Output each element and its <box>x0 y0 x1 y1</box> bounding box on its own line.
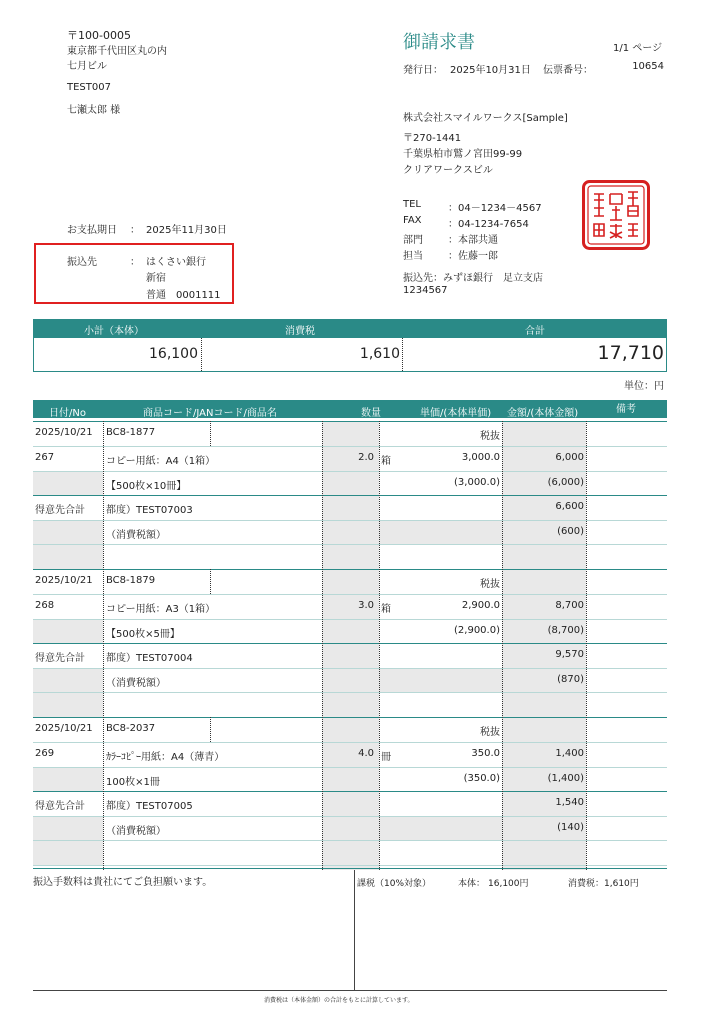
col-divider <box>210 421 211 446</box>
bank-label: 振込先 <box>67 257 97 268</box>
row-shade <box>33 692 103 717</box>
row-separator <box>33 421 667 422</box>
th-amount: 金額/(本体金額) <box>507 408 579 419</box>
company-seal <box>582 180 650 250</box>
summary-divider <box>201 338 202 371</box>
footer-body-label: 本体： <box>458 879 486 889</box>
row-separator <box>33 692 667 693</box>
line-price: 350.0 <box>471 748 500 759</box>
footer-tax-label: 消費税： <box>568 879 605 889</box>
line-number: 268 <box>35 600 55 611</box>
row-separator <box>33 791 667 792</box>
recipient-address2: 七月ビル <box>67 61 107 72</box>
summary-tax: 1,610 <box>359 346 400 362</box>
issue-date: 2025年10月31日 <box>450 65 531 76</box>
row-separator <box>33 544 667 545</box>
issuer-address1: 千葉県柏市鷲ノ宮田99-99 <box>403 149 523 160</box>
line-price-net: (3,000.0) <box>454 477 500 488</box>
amount-shade <box>502 717 586 870</box>
issuer-staff-label: 担当 <box>403 251 423 262</box>
line-tax-mode: 税抜 <box>480 727 500 738</box>
amount-shade <box>502 569 586 722</box>
row-shade <box>379 520 502 545</box>
line-amount: 6,000 <box>555 452 584 463</box>
issuer-name: 株式会社スマイルワークス[Sample] <box>403 113 568 124</box>
th-remarks: 備考 <box>616 404 636 415</box>
line-amount-net: (1,400) <box>547 773 584 784</box>
issuer-tel-label: TEL <box>403 199 421 210</box>
th-date-no: 日付/No <box>49 408 86 419</box>
line-code: BC8-2037 <box>106 723 156 734</box>
footer-body-amount: 16,100円 <box>488 879 529 889</box>
customer-name: 都度）TEST07005 <box>106 801 193 812</box>
row-shade <box>33 816 103 841</box>
row-shade <box>33 520 103 545</box>
summary-subtotal-label: 小計（本体） <box>84 326 144 337</box>
line-amount: 8,700 <box>555 600 584 611</box>
summary-total: 17,710 <box>597 342 664 364</box>
col-divider <box>322 569 323 722</box>
issuer-postal: 〒270-1441 <box>403 133 462 144</box>
row-shade <box>33 668 103 693</box>
customer-total: 1,540 <box>555 797 584 808</box>
bank-sep: ： <box>130 257 140 268</box>
line-number: 269 <box>35 748 55 759</box>
qty-shade <box>322 717 379 870</box>
issuer-tel: ：04－1234－4567 <box>448 203 542 214</box>
issuer-fax: ：04-1234-7654 <box>448 219 529 230</box>
col-divider <box>103 569 104 722</box>
due-date-sep: ： <box>130 225 140 236</box>
row-shade <box>33 767 103 792</box>
bank-name: はくさい銀行 <box>146 257 206 268</box>
tax-amount: (600) <box>557 525 584 537</box>
amount-shade <box>502 421 586 574</box>
row-separator <box>33 594 667 595</box>
calc-note: 消費税は（本体金額）の合計をもとに計算しています。 <box>264 997 414 1004</box>
row-separator <box>33 643 667 644</box>
line-qty: 3.0 <box>358 600 374 611</box>
line-date: 2025/10/21 <box>35 723 93 734</box>
tax-amount: (870) <box>557 673 584 685</box>
issue-date-label: 発行日： <box>403 65 443 76</box>
due-date: 2025年11月30日 <box>146 225 227 236</box>
row-separator <box>33 446 667 447</box>
summary-divider <box>402 338 403 371</box>
row-separator <box>33 742 667 743</box>
due-date-label: お支払期日 <box>67 225 117 236</box>
tax-amount: (140) <box>557 821 584 833</box>
line-code: BC8-1877 <box>106 427 156 438</box>
document-title: 御請求書 <box>403 32 475 53</box>
line-item-name: コピー用紙：A4（1箱） <box>106 456 216 467</box>
line-tax-mode: 税抜 <box>480 431 500 442</box>
col-divider <box>322 421 323 574</box>
col-divider <box>586 421 587 574</box>
customer-name: 都度）TEST07003 <box>106 505 193 516</box>
line-amount-net: (6,000) <box>547 477 584 488</box>
unit-note: 単位：円 <box>624 381 664 392</box>
issuer-dept-label: 部門 <box>403 235 423 246</box>
col-divider <box>379 717 380 870</box>
line-unit: 箱 <box>381 456 391 467</box>
line-amount-net: (8,700) <box>547 625 584 636</box>
issuer-address2: クリアワークスビル <box>403 165 493 176</box>
line-unit: 箱 <box>381 604 391 615</box>
row-separator <box>33 840 667 841</box>
customer-total: 9,570 <box>555 649 584 660</box>
page-info: 1/1 ページ <box>613 43 663 54</box>
row-shade <box>33 471 103 496</box>
th-qty: 数量 <box>361 408 381 419</box>
row-separator <box>33 717 667 718</box>
row-separator <box>33 816 667 817</box>
footer-tax-amount: 1,610円 <box>604 879 639 889</box>
issuer-staff: ：佐藤一郎 <box>448 251 498 262</box>
issuer-fax-label: FAX <box>403 215 422 226</box>
line-date: 2025/10/21 <box>35 575 93 586</box>
th-unit-price: 単価/(本体単価) <box>420 408 492 419</box>
row-shade <box>379 668 502 693</box>
row-shade <box>33 840 103 865</box>
line-spec: 【500枚×5冊】 <box>106 629 180 640</box>
line-spec: 【500枚×10冊】 <box>106 481 187 492</box>
row-separator <box>33 471 667 472</box>
row-shade <box>33 544 103 569</box>
recipient-person: 七瀬太郎 様 <box>67 105 121 116</box>
tax-label: （消費税額） <box>106 529 166 541</box>
bank-branch: 新宿 <box>146 273 166 284</box>
issuer-bank-account: 1234567 <box>403 285 448 296</box>
row-separator <box>33 767 667 768</box>
summary-subtotal: 16,100 <box>149 346 198 362</box>
recipient-company: TEST007 <box>67 82 111 93</box>
col-divider <box>103 421 104 574</box>
line-price-net: (350.0) <box>463 773 500 784</box>
row-separator <box>33 495 667 496</box>
line-price: 3,000.0 <box>461 452 500 463</box>
line-amount: 1,400 <box>555 748 584 759</box>
col-divider <box>210 717 211 742</box>
customer-total-label: 得意先合計 <box>35 801 85 812</box>
row-shade <box>379 816 502 841</box>
col-divider <box>379 421 380 574</box>
line-item-name: ｶﾗｰｺﾋﾟｰ用紙：A4（薄青） <box>106 752 225 763</box>
bank-account: 普通 0001111 <box>146 290 221 301</box>
col-divider <box>502 421 503 574</box>
customer-total-label: 得意先合計 <box>35 505 85 516</box>
line-item-name: コピー用紙：A3（1箱） <box>106 604 216 615</box>
col-divider <box>379 569 380 722</box>
transfer-note: 振込手数料は貴社にてご負担願います。 <box>33 877 213 888</box>
line-date: 2025/10/21 <box>35 427 93 438</box>
line-unit: 冊 <box>381 752 391 763</box>
customer-total-label: 得意先合計 <box>35 653 85 664</box>
line-code: BC8-1879 <box>106 575 156 586</box>
row-separator <box>33 668 667 669</box>
line-price-net: (2,900.0) <box>454 625 500 636</box>
line-qty: 4.0 <box>358 748 374 759</box>
row-shade <box>33 619 103 644</box>
issuer-dept: ：本部共通 <box>448 235 498 246</box>
col-divider <box>502 569 503 722</box>
col-divider <box>322 717 323 870</box>
footer-divider <box>354 870 355 991</box>
tax-label: （消費税額） <box>106 677 166 689</box>
th-item: 商品コード/JANコード/商品名 <box>143 408 277 419</box>
qty-shade <box>322 421 379 574</box>
recipient-address1: 東京都千代田区丸の内 <box>67 46 167 57</box>
line-qty: 2.0 <box>358 452 374 463</box>
tax-label: （消費税額） <box>106 825 166 837</box>
row-separator <box>33 619 667 620</box>
line-number: 267 <box>35 452 55 463</box>
qty-shade <box>322 569 379 722</box>
slip-label: 伝票番号： <box>543 65 593 76</box>
issuer-bank: 振込先：みずほ銀行 足立支店 <box>403 273 543 284</box>
col-divider <box>210 569 211 594</box>
col-divider <box>502 717 503 870</box>
line-spec: 100枚×1冊 <box>106 777 160 788</box>
customer-name: 都度）TEST07004 <box>106 653 193 664</box>
summary-total-label: 合計 <box>525 326 545 337</box>
row-separator <box>33 865 667 866</box>
summary-tax-label: 消費税 <box>285 326 315 337</box>
col-divider <box>586 569 587 722</box>
row-separator <box>33 569 667 570</box>
slip-number: 10654 <box>632 61 664 72</box>
tax-target: 課税（10%対象） <box>357 879 432 889</box>
col-divider <box>586 717 587 870</box>
col-divider <box>103 717 104 870</box>
table-bottom-line <box>33 868 667 869</box>
line-price: 2,900.0 <box>461 600 500 611</box>
line-tax-mode: 税抜 <box>480 579 500 590</box>
footer-bottom-line <box>33 990 667 991</box>
customer-total: 6,600 <box>555 501 584 512</box>
row-separator <box>33 520 667 521</box>
recipient-postal: 〒100-0005 <box>67 29 131 42</box>
